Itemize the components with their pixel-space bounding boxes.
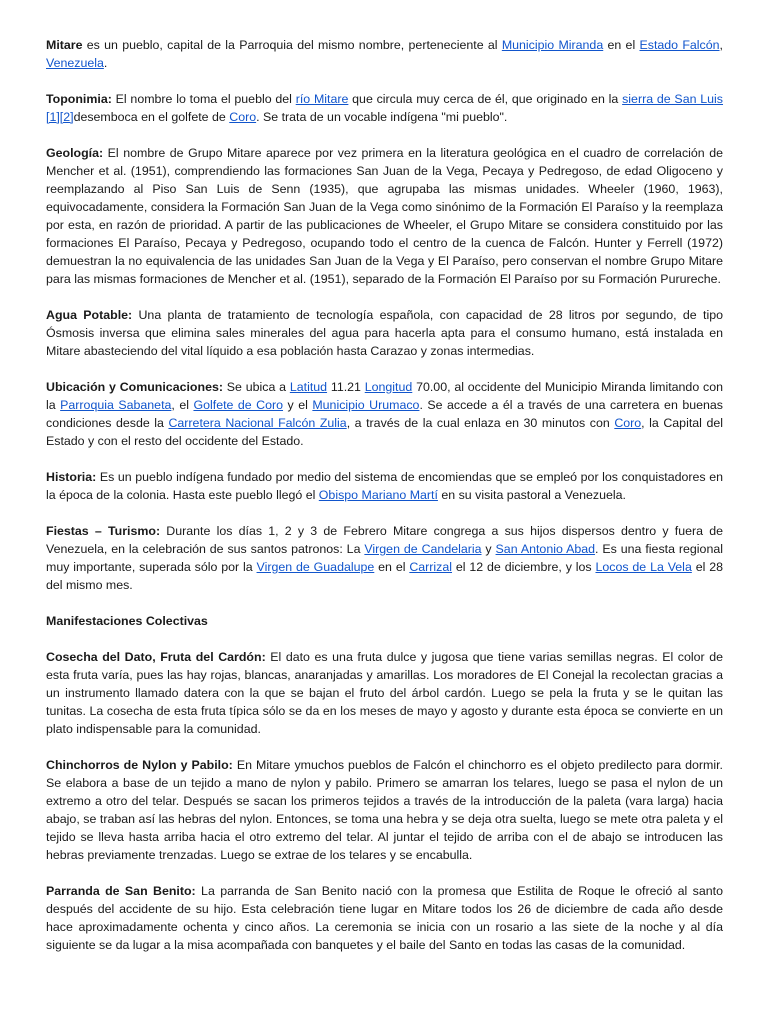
link-rio-mitare[interactable]: río Mitare — [295, 92, 349, 106]
paragraph-text: en su visita pastoral a Venezuela. — [437, 488, 626, 502]
link-obispo-mariano-marti[interactable]: Obispo Mariano Martí — [318, 488, 438, 502]
paragraph-text: y el — [283, 398, 313, 412]
paragraph-text: . — [103, 56, 108, 70]
link-golfete-de-coro[interactable]: Golfete de Coro — [193, 398, 284, 412]
paragraph-text: , — [719, 38, 723, 52]
link-estado-falcon[interactable]: Estado Falcón — [639, 38, 720, 52]
paragraph-text: , el — [171, 398, 194, 412]
paragraph-text: que circula muy cerca de él, que originado en la — [348, 92, 623, 106]
paragraph-chinchorros — [46, 756, 723, 864]
section-heading: Mitare — [46, 38, 83, 52]
paragraph-text: en el — [374, 560, 410, 574]
section-heading: Parranda de San Benito: — [46, 884, 196, 898]
paragraph-text: Se ubica a — [222, 380, 290, 394]
paragraph-text: desemboca en el golfete de — [73, 110, 230, 124]
paragraph-text: . Se accede a él a través de una carretera en buenas condiciones desde la — [46, 398, 723, 430]
link-municipio-miranda[interactable]: Municipio Miranda — [501, 38, 604, 52]
section-heading: Historia: — [46, 470, 97, 484]
paragraph-mitare — [46, 36, 723, 72]
link-sierra-de-san-luis[interactable]: sierra de San Luis — [622, 92, 723, 106]
paragraph-geologia — [46, 144, 723, 288]
section-heading: Ubicación y Comunicaciones: — [46, 380, 223, 394]
link-locos-de-la-vela[interactable]: Locos de La Vela — [595, 560, 692, 574]
link-longitud[interactable]: Longitud — [364, 380, 413, 394]
paragraph-text: Es un pueblo indígena fundado por medio del sistema de encomiendas que se empleó por los conquistadores en la época de la colonia. Hasta este pueblo llegó el — [46, 470, 723, 502]
paragraph-text: es un pueblo, capital de la Parroquia del mismo nombre, perteneciente al — [82, 38, 502, 52]
paragraph-text: , la Capital del Estado y con el resto del occidente del Estado. — [46, 416, 723, 448]
section-heading: Geología: — [46, 146, 104, 160]
paragraph-text: en el — [603, 38, 640, 52]
section-heading: Cosecha del Dato, Fruta del Cardón: — [46, 650, 266, 664]
link-coro[interactable]: Coro — [229, 110, 257, 124]
paragraph-text: . Es una fiesta regional muy importante, superada sólo por la — [46, 542, 723, 574]
link-carrizal[interactable]: Carrizal — [409, 560, 453, 574]
section-heading: Chinchorros de Nylon y Pabilo: — [46, 758, 233, 772]
paragraph-text: . Se trata de un vocable indígena "mi pueblo". — [256, 110, 508, 124]
paragraph-manifestaciones — [46, 612, 723, 630]
paragraph-text: Durante los días 1, 2 y 3 de Febrero Mitare congrega a sus hijos dispersos dentro y fuera de Venezuela, en la celebración de sus santos patronos: La — [46, 524, 723, 556]
section-heading: Agua Potable: — [46, 308, 133, 322]
paragraph-fiestas — [46, 522, 723, 594]
section-heading: Manifestaciones Colectivas — [46, 614, 208, 628]
document-page — [46, 36, 723, 972]
section-heading: Fiestas – Turismo: — [46, 524, 161, 538]
paragraph-text: El dato es una fruta dulce y jugosa que tiene varias semillas negras. El color de esta fruta varía, pues las hay rojas, blancas, anaranjadas y amarillas. Los moradores de El Conejal la recolectan gracias a un instrumento llamado datera con la que se bajan el fruto del árbol cardón. Luego se pela la fruta y se le quitan las tunitas. La cosecha de esta fruta típica sólo se da en los meses de mayo y agosto y durante esta época se convierte en un plato indispensable para la comunidad. — [46, 650, 723, 736]
paragraph-parranda — [46, 882, 723, 954]
paragraph-text: Una planta de tratamiento de tecnología española, con capacidad de 28 litros por segundo, de tipo Ósmosis inversa que elimina sales minerales del agua para hacerla apta para el consumo humano, está instalada en Mitare abasteciendo del vital líquido a esa población hasta Carazao y zonas intermedias. — [46, 308, 723, 358]
paragraph-historia — [46, 468, 723, 504]
paragraph-agua-potable — [46, 306, 723, 360]
paragraph-text: y — [481, 542, 496, 556]
paragraph-text: , a través de la cual enlaza en 30 minutos con — [346, 416, 615, 430]
paragraph-cosecha — [46, 648, 723, 738]
link-venezuela[interactable]: Venezuela — [46, 56, 104, 70]
paragraph-text: El nombre lo toma el pueblo del — [111, 92, 296, 106]
paragraph-text: el 28 del mismo mes. — [46, 560, 724, 592]
section-heading: Toponimia: — [46, 92, 112, 106]
paragraph-text: En Mitare ymuchos pueblos de Falcón el chinchorro es el objeto predilecto para dormir. Se elabora a base de un tejido a mano de nylon y pabilo. Primero se amarran los telares, luego se pasa el nylon de un extremo a otro del telar. Después se sacan los primeros tejidos a través de la introducción de la paleta (vara larga) hacia abajo, se traban así las hebras del nylon. Entonces, se toma una hebra y se deja otra suelta, luego se mete otra paleta y el tejido se lleva hasta arriba hacia el otro extremo del telar. Al juntar el tejido de arriba con el de abajo se introducen las hebras previamente trenzadas. Luego se extrae de los telares y se encabulla. — [46, 758, 723, 862]
link-latitud[interactable]: Latitud — [289, 380, 328, 394]
link-coro[interactable]: Coro — [614, 416, 642, 430]
link-san-antonio-abad[interactable]: San Antonio Abad — [495, 542, 596, 556]
link-2[interactable]: [2] — [59, 110, 74, 124]
paragraph-text: el 12 de diciembre, y los — [452, 560, 596, 574]
link-virgen-de-guadalupe[interactable]: Virgen de Guadalupe — [256, 560, 375, 574]
link-virgen-de-candelaria[interactable]: Virgen de Candelaria — [364, 542, 482, 556]
paragraph-text: La parranda de San Benito nació con la promesa que Estilita de Roque le ofreció al santo después del accidente de su hijo. Esta celebración tiene lugar en Mitare todos los 26 de diciembre de cada año desde hace aproximadamente ochenta y cinco años. La ceremonia se inicia con un rosario a las siete de la noche y al día siguiente se da lugar a la misa acompañada con banquetes y el baile del Santo en todas las casas de la comunidad. — [46, 884, 723, 952]
paragraph-text: 11.21 — [327, 380, 365, 394]
paragraph-text: 70.00, al occidente del Municipio Miranda limitando con la — [46, 380, 723, 412]
paragraph-ubicacion — [46, 378, 723, 450]
link-carretera-nacional-falcon-zulia[interactable]: Carretera Nacional Falcón Zulia — [168, 416, 347, 430]
paragraph-toponimia — [46, 90, 723, 126]
link-1[interactable]: [1] — [46, 110, 60, 124]
link-parroquia-sabaneta[interactable]: Parroquia Sabaneta — [60, 398, 172, 412]
paragraph-text: El nombre de Grupo Mitare aparece por vez primera en la literatura geológica en el cuadro de correlación de Mencher et al. (1951), comprendiendo las formaciones San Juan de la Vega, Pecaya y Pedregoso, de edad Oligoceno y reemplazando al Piso San Luis de Senn (1935), que agrupaba las mismas unidades. Wheeler (1960, 1963), equivocadamente, considera la Formación San Juan de la Vega como sinónimo de la Formación El Paraíso y la reemplaza por esta, en razón de prioridad. A partir de las publicaciones de Wheeler, el Grupo Mitare se considera constituido por las formaciones El Paraíso, Pecaya y Pedregoso, ocupando todo el centro de la cuenca de Falcón. Hunter y Ferrell (1972) demuestran la no equivalencia de las unidades San Juan de la Vega y El Paraíso, pero conservan el nombre Grupo Mitare para las mismas formaciones de Mencher et al. (1951), separado de la Formación El Paraíso por su Formación Purureche. — [46, 146, 723, 286]
link-municipio-urumaco[interactable]: Municipio Urumaco — [312, 398, 420, 412]
